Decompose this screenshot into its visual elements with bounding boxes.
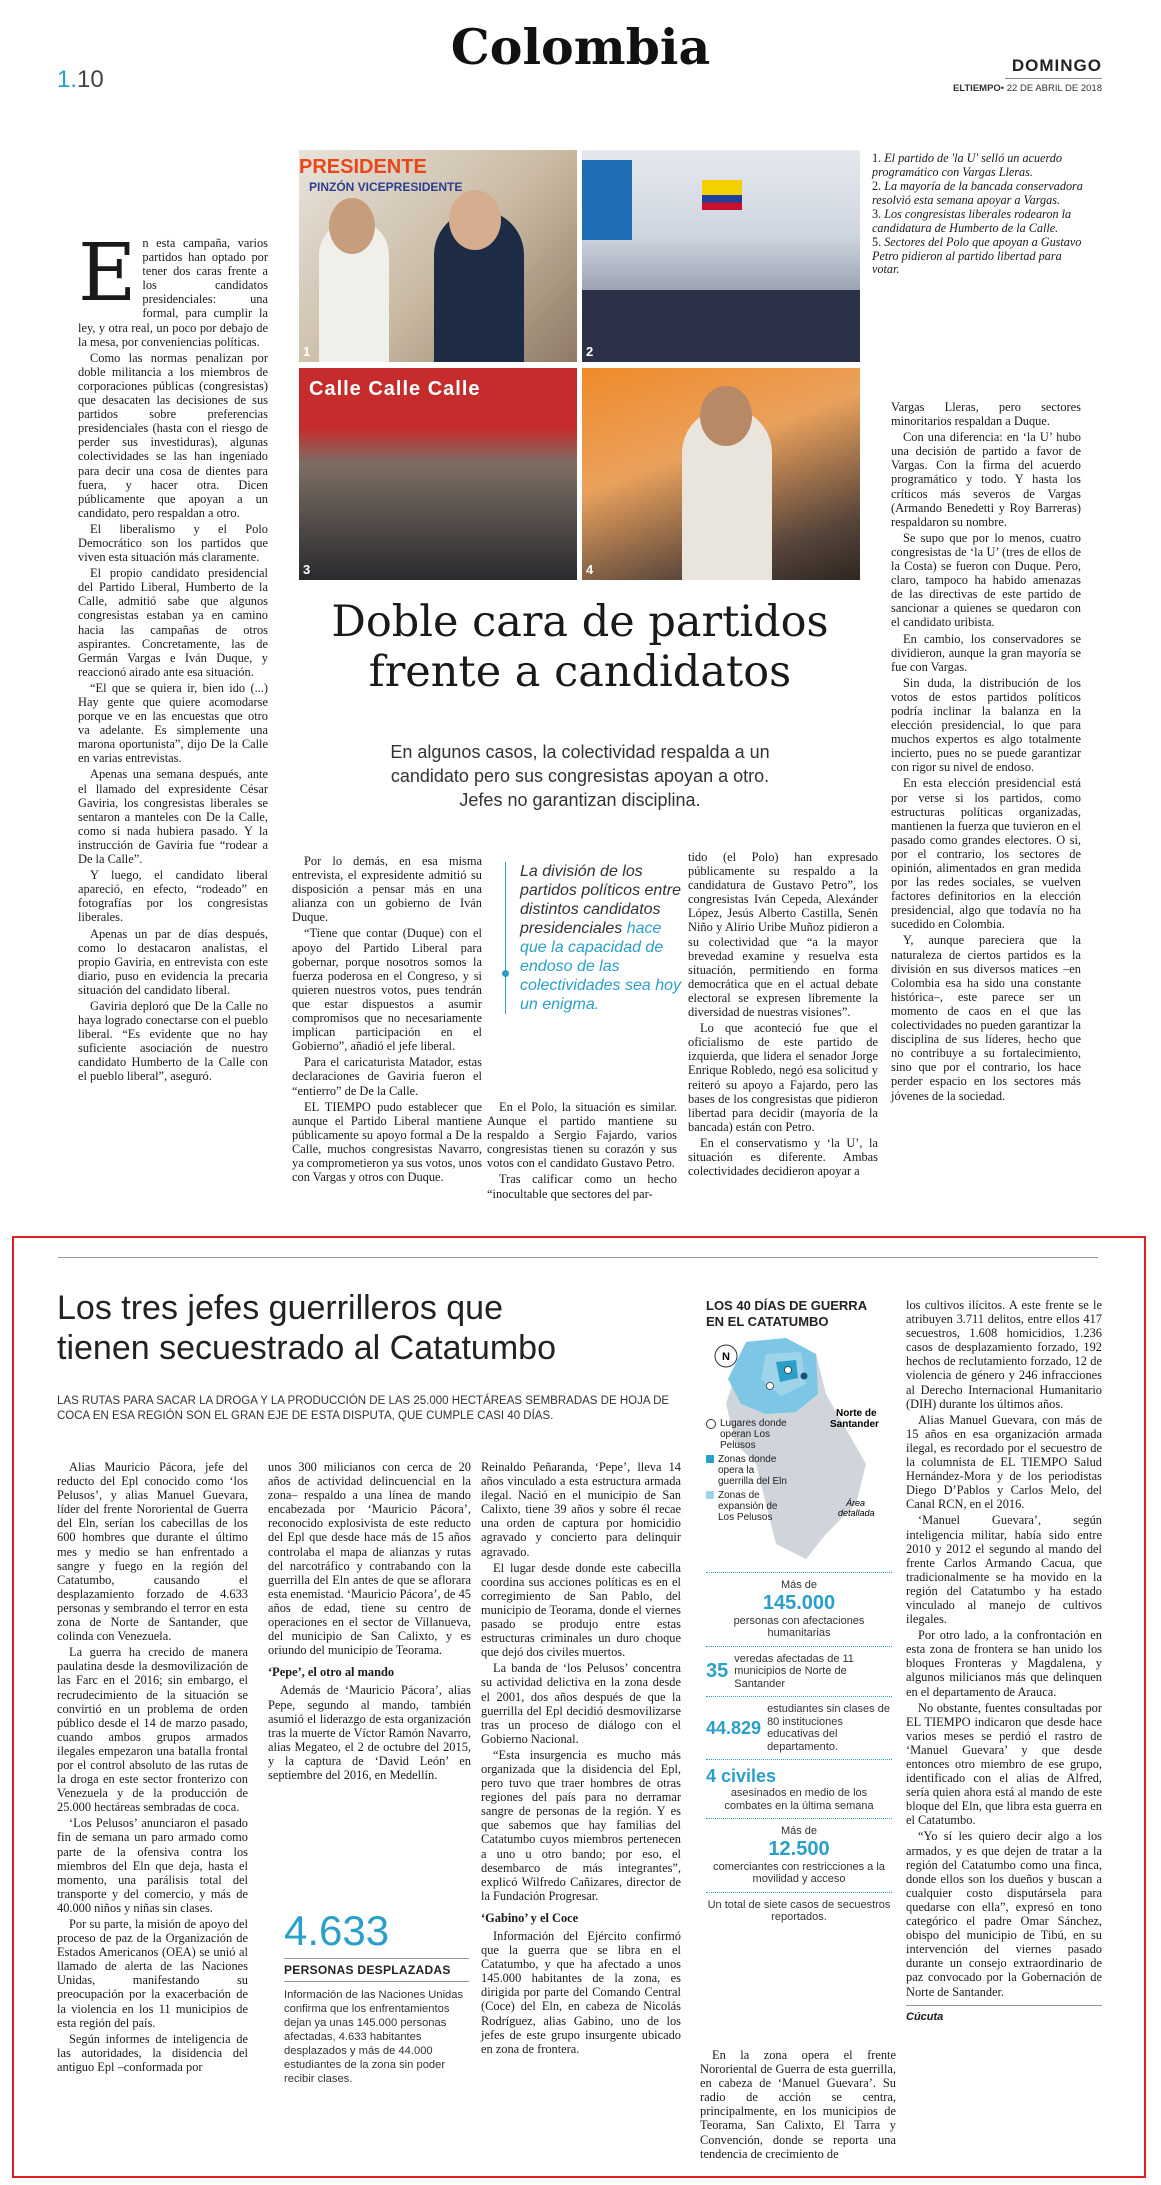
paragraph: En la zona opera el frente Nororiental de Guerra de esta guerrilla, en cabeza de ‘Manuel Guevara’. Su radio de acción se centra, principalmente, en los municipios de Teorama, San Calixto, El Tarra y Convención, donde se reporta una tendencia de crecimiento de <box>700 2048 896 2161</box>
caption-number: 1. <box>872 151 882 165</box>
bottom-headline <box>57 1288 657 1368</box>
bottom-deck: LAS RUTAS PARA SACAR LA DROGA Y LA PRODUCCIÓN DE LAS 25.000 HECTÁREAS SEMBRADAS DE HOJA DE COCA EN ESA REGIÓN SON EL GRAN EJE DE ESTA DISPUTA, QUE CUMPLE CASI 40 DÍAS. <box>57 1395 670 1422</box>
photo-3-banner: Calle Calle Calle <box>309 378 481 400</box>
legend-swatch <box>706 1455 714 1463</box>
photo-3 <box>299 368 577 580</box>
caption-item <box>872 180 1092 207</box>
section-title: Colombia <box>450 18 711 76</box>
stat-item <box>706 1759 892 1818</box>
paragraph: En el conservatismo y ‘la U’, la situación es diferente. Ambas colectividades decidieron apoyar a <box>688 1135 878 1179</box>
stat-number: 4 civiles <box>706 1766 777 1786</box>
stat-item <box>706 1696 892 1759</box>
caption-number: 3. <box>872 207 882 221</box>
map-title-line: EN EL CATATUMBO <box>706 1314 829 1329</box>
stat-text: comerciantes con restricciones a la movilidad y acceso <box>713 1860 885 1885</box>
pull-quote-text: La división de los partidos políticos entre distintos candidatos presidenciales <box>520 863 681 937</box>
person-face <box>700 386 752 446</box>
paragraph: Según informes de inteligencia de las autoridades, la disidencia del antiguo Epl –conformada por <box>57 2031 248 2074</box>
page-number-prefix: 1. <box>57 66 78 93</box>
headline-line: Doble cara de partidos <box>331 597 829 647</box>
subhead: ‘Gabino’ y el Coce <box>481 1910 579 1925</box>
paper-name: ELTIEMPO <box>952 83 1001 94</box>
paragraph: Por otro lado, a la confrontación en esta zona de frontera se han unido los bloques Fronteras y Magdalena, y algunos milicianos más que delinquen en el departamento de Arauca. <box>906 1628 1102 1699</box>
bottom-column-3 <box>481 1460 681 2058</box>
photo-captions <box>872 152 1092 278</box>
bottom-column-5 <box>906 1298 1102 2024</box>
paragraph: Por su parte, la misión de apoyo del proceso de paz de la Organización de Estados Americanos (OEA) se unió al llamado de alerta de las Naciones Unidas, manifestando su preocupación por la exacerbación de la violencia en los 11 municipios de esta región del país. <box>57 1917 248 2030</box>
paragraph: Además de ‘Mauricio Pácora’, alias Pepe, segundo al mando, también asumió el liderazgo de esta organización tras la muerte de Víctor Ramón Navarro, alias Megateo, el 2 de octubre del 2015, y la captura de ‘David León’ en septiembre del 2016, en Medellín. <box>268 1683 471 1782</box>
legend-item <box>706 1490 792 1523</box>
paragraph: Y luego, el candidato liberal apareció, en efecto, “rodeado” en fotografías por los congresistas liberales. <box>78 868 268 925</box>
top-column-1 <box>78 226 268 1086</box>
photo-1-banner: PRESIDENTE <box>299 156 427 178</box>
headline-line: Los tres jefes guerrilleros que <box>57 1289 504 1327</box>
top-column-5 <box>891 400 1081 1105</box>
bottom-top-rule <box>58 1257 1098 1258</box>
region-label: Santander <box>830 1419 879 1430</box>
legend-item <box>706 1454 792 1487</box>
paragraph: Como las normas penalizan por doble militancia a los miembros de corporaciones públicas (congresistas) que desacaten las decisiones de sus partidos sobre preferencias presidenciales (hasta con el riesgo de perder sus investiduras), algunas colectividades se las han ingeniado para decir una cosa de dientes para fuera, y hacer otra. Dicen públicamente que apoyan a un candidato, pero respaldan a otro. <box>78 350 268 520</box>
paragraph: Alias Mauricio Pácora, jefe del reducto del Epl conocido como ‘los Pelusos’, y alias Manuel Guevara, líder del frente Nororiental de Guerra del Eln, serían los cabecillas de los 600 hombres que durante el último mes y medio se han enfrentado a sangre y fuego en la región del Catatumbo, causando el desplazamiento forzado de 4.633 personas y sembrando el terror en esta zona de Norte de Santander, que colinda con Venezuela. <box>57 1460 248 1644</box>
photo-1-subbanner: PINZÓN VICEPRESIDENTE <box>309 180 463 194</box>
caption-text: Los congresistas liberales rodearon la candidatura de Humberto de la Calle. <box>872 207 1072 235</box>
byline: Cúcuta <box>906 2005 1102 2024</box>
deck-line: candidato pero sus congresistas apoyan a otro. <box>390 766 770 786</box>
paragraph: “Yo sí les quiero decir algo a los armados, y es que dejen de tratar a la región del Catatumbo como una finca, donde ellos son los dueños y buscan a cualquier costo disputársela para quedarse con ella”, expresó en tono categórico el padre Omar Sánchez, obispo del municipio de Tibú, en su intervención del viernes pasado durante un consejo extraordinario de paz convocado por la Gobernación de Norte de Santander. <box>906 1829 1102 1999</box>
paragraph: Apenas una semana después, ante el llamado del expresidente César Gaviria, los congresistas liberales se sentaron a manteles con De la Calle, como si nada hubiera pasado. Y la instrucción de Gaviria fue “rodear a De la Calle”. <box>78 767 268 867</box>
bottom-column-2 <box>268 1460 471 1784</box>
top-headline <box>290 597 870 697</box>
paragraph: Reinaldo Peñaranda, ‘Pepe’, lleva 14 años vinculado a esta estructura armada ilegal. Nació en el municipio de San Calixto, tiene 39 años y sobre él recae una orden de captura por homicidio agravado y concierto para delinquir agravado. <box>481 1460 681 1559</box>
stat-item <box>706 1892 892 1930</box>
paragraph: Con una diferencia: en ‘la U’ hubo una decisión de partido a favor de Vargas. Con la firma del acuerdo programático y todo. Y hasta los críticos más severos de Vargas (Armando Benedetti y Roy Barreras) respaldaron su nombre. <box>891 430 1081 529</box>
paragraph: unos 300 milicianos con cerca de 20 años de actividad delincuencial en la zona– respaldo a una línea de mando encabezada por ‘Mauricio Pácora’, reconocido explosivista de este reducto del Epl que desde hace más de 15 años controlaba el mapa de alianzas y rutas del narcotráfico y contrabando con la guerrilla del Eln antes de que se aflorara esta enemistad. ‘Mauricio Pácora’, de 45 años de edad, tiene su centro de operaciones en el sector de Villanueva, del municipio de San Calixto, y es oriundo del municipio de Teorama. <box>268 1460 471 1658</box>
pull-quote-highlight: hace que la capacidad de endoso de las colectividades sea hoy un enigma. <box>520 920 681 1013</box>
header-rule <box>1005 78 1102 79</box>
paragraph: En el Polo, la situación es similar. Aunque el partido mantiene su respaldo a Sergio Fajardo, varios congresistas tienen su corazón y sus votos con el candidato Gustavo Petro. <box>487 1100 677 1171</box>
stat-item <box>706 1818 892 1892</box>
stat-number: 12.500 <box>768 1837 830 1860</box>
paragraph: “Esta insurgencia es mucho más organizada que la disidencia del Epl, pero tuvo que traer hombres de otras regiones del país para no derramar sangre de personas de la región. Y es que sabemos que hay familias del Catatumbo cuyos miembros pertenecen a uno u otro bando; por eso, el desembarco de más integrantes”, explicó Wilfredo Cañizares, director de la Fundación Progresar. <box>481 1747 681 1903</box>
deck-line: Jefes no garantizan disciplina. <box>459 790 701 810</box>
headline-line: frente a candidatos <box>368 647 792 697</box>
paragraph: los cultivos ilícitos. A este frente se le atribuyen 3.711 delitos, entre ellos 417 secuestros, 1.608 homicidios, 1.236 casos de desplazamiento forzado, 192 hechos de reclutamiento forzado, 12 de violencia de género y 246 infracciones al Derecho Internacional Humanitario (DIH) durante los últimos años. <box>906 1298 1102 1411</box>
stat-number: 44.829 <box>706 1717 762 1738</box>
stat-prefix: Más de <box>780 1825 818 1837</box>
stat-item <box>706 1646 892 1697</box>
map-legend <box>706 1418 792 1526</box>
day-label: DOMINGO <box>1011 56 1102 75</box>
caption-item <box>872 236 1092 277</box>
stat-text: veredas afectadas de 11 municipios de Norte de Santander <box>734 1652 854 1690</box>
stat-text: asesinados en medio de los combates en la última semana <box>724 1787 874 1812</box>
person-face <box>449 190 501 250</box>
photo-number: 2 <box>586 344 594 359</box>
legend-swatch <box>706 1419 716 1429</box>
stat-number: 145.000 <box>762 1591 836 1614</box>
legend-label: Zonas donde opera la guerrilla del Eln <box>718 1454 787 1487</box>
bottom-column-4 <box>700 2048 896 2163</box>
caption-text: La mayoría de la bancada conservadora resolvió esta semana apoyar a Vargas. <box>872 179 1083 207</box>
photo-4 <box>582 368 860 580</box>
person-face <box>329 198 375 254</box>
page-number-value: 10 <box>77 66 104 93</box>
banner-blue <box>582 160 632 240</box>
region-label: Norte de <box>836 1408 877 1419</box>
stat-number: 35 <box>706 1659 729 1682</box>
legend-swatch <box>706 1491 714 1499</box>
paragraph: “Tiene que contar (Duque) con el apoyo del Partido Liberal para gobernar, porque nosotros somos la fuerza poderosa en el Congreso, y si quieren nuestros votos, pues tendrán que estar dispuestos a asumir compromisos que no necesariamente implican participación en el Gobierno”, añadió el jefe liberal. <box>292 926 482 1054</box>
factbox-label: PERSONAS DESPLAZADAS <box>284 1958 469 1982</box>
paragraph: Alias Manuel Guevara, con más de 15 años en esa organización armada ilegal, es recordado por el secuestro de la columnista de EL TIEMPO Salud Hernández-Mora y de los periodistas Diego D’Pablos y Carlos Melo, del Canal RCN, en el 2016. <box>906 1412 1102 1512</box>
factbox-number: 4.633 <box>284 1907 390 1954</box>
paragraph: Y, aunque pareciera que la naturaleza de ciertos partidos es la división en sus diversos matices –en Colombia esa ha sido una constante histórica–, este parece ser un momento de caos en el que las colectividades no pueden garantizar la disciplina de sus líderes, hecho que no contribuye a su fortalecimiento, sino que por el contrario, los hace perder espacio en los sectores más jóvenes de la sociedad. <box>891 933 1081 1103</box>
paragraph: Para el caricaturista Matador, estas declaraciones de Gaviria fueron el “entierro” de De la Calle. <box>292 1055 482 1098</box>
photo-1 <box>299 150 577 362</box>
paragraph: Gaviria deploró que De la Calle no haya logrado conectarse con el pueblo liberal. “Es evidente que no hay suficiente asociación de nuestro candidato Humberto de la Calle con el pueblo liberal”, aseguró. <box>78 998 268 1084</box>
paragraph: No obstante, fuentes consultadas por EL TIEMPO indicaron que desde hace varios meses se perdió el rastro de ‘Manuel Guevara’ y que desde entonces otro miembro de ese grupo, identificado con el alias de Alfred, sería quien ahora está al mando de este bloque del Eln, que libra esta guerra en el Catatumbo. <box>906 1700 1102 1828</box>
paragraph: El liberalismo y el Polo Democrático son los partidos que viven esta situación más claramente. <box>78 521 268 565</box>
legend-label: Zonas de expansión de Los Pelusos <box>718 1490 778 1523</box>
paragraph: Tras calificar como un hecho “inocultable que sectores del par- <box>487 1172 677 1201</box>
headline-line: tienen secuestrado al Catatumbo <box>57 1329 556 1367</box>
caption-item <box>872 152 1092 179</box>
stat-prefix: Más de <box>780 1579 818 1591</box>
paragraph: En esta elección presidencial está por verse si los partidos, como estructuras políticas organizadas, mantienen la fuerza que tuvieron en el pasado como grandes electores. O si, por el contrario, los sectores de opinión, alimentados en gran medida por las redes sociales, se vuelven factores definitorios en la elección presidencial, algo que todavía no ha sucedido en Colombia. <box>891 776 1081 932</box>
paragraph: Información del Ejército confirmó que la guerra que se libra en el Catatumbo, y que ha afectado a unos 145.000 habitantes de la zona, es dirigida por parte del Comando Central (Coce) del Eln, en cabeza de Nicolás Rodríguez, alias Gabino, uno de los jefes de este grupo insurgente ubicado en zona de frontera. <box>481 1929 681 2056</box>
legend-label: Lugares donde operan Los Pelusos <box>720 1418 787 1451</box>
paragraph: Se supo que por lo menos, cuatro congresistas de ‘la U’ (tres de ellos de la Costa) se fueron con Duque. Pero, claro, tampoco ha habido amenazas de las directivas de este partido de sancionar a quienes se quedaron con el candidato uribista. <box>891 530 1081 630</box>
stat-text: personas con afectaciones humanitarias <box>733 1614 865 1639</box>
paragraph: tido (el Polo) han expresado públicamente su respaldo a la candidatura de Gustavo Petro”, los congresistas Iván Cepeda, Alexánder López, Jesús Alberto Castilla, Senén Niño y Alirio Uribe Muñoz pidieron a su colectividad que “a la mayor brevedad examine y resuelva esta situación, permitiendo en forma democrática que en el actual debate electoral se expresen libremente la diversidad de nuestras visiones”. <box>688 850 878 1020</box>
photo-2 <box>582 150 860 362</box>
photo-number: 3 <box>303 562 311 577</box>
paragraph: Lo que aconteció fue que el oficialismo de este partido de izquierda, que lidera el senador Jorge Enrique Robledo, negó esa solicitud y reiteró su apoyo a Fajardo, pero las bases de los congresistas que pidieron libertad para decidir (mayoría de la bancada) están con Petro. <box>688 1021 878 1134</box>
flag <box>702 180 742 210</box>
paragraph: Vargas Lleras, pero sectores minoritarios respaldan a Duque. <box>891 400 1081 429</box>
detail-label: Área <box>846 1498 866 1508</box>
eln-location-dot <box>801 1373 808 1380</box>
map-title <box>706 1298 892 1330</box>
pelusos-location-dot <box>785 1367 792 1374</box>
paragraph: Sin duda, la distribución de los votos de estos partidos políticos podría inclinar la balanza en la elección presidencial, lo que para muchos expertos es algo totalmente incierto, pues no se puede garantizar con rigor su nivel de endoso. <box>891 675 1081 775</box>
paragraph: El lugar desde donde este cabecilla coordina sus acciones políticas es en el corregimiento de San Pablo, del municipio de Teorama, donde el viernes pasado se produjo entre estas estructuras criminales un duro choque que dejó dos civiles muertos. <box>481 1560 681 1660</box>
pelusos-location-dot <box>767 1383 774 1390</box>
paragraph: La banda de ‘los Pelusos’ concentra su actividad delictiva en la zona desde el 2001, dos años después de que la guerrilla del Epl decidió desmovilizarse tras un proceso de diálogo con el Gobierno Nacional. <box>481 1661 681 1746</box>
pull-quote <box>505 862 690 1014</box>
factbox-text: Información de las Naciones Unidas confirma que los enfrentamientos dejan ya unas 145.000 personas afectadas, 4.633 habitantes desplazados y más de 44.000 estudiantes de la zona sin poder recibir clases. <box>284 1989 464 2085</box>
stat-text: estudiantes sin clases de 80 instituciones educativas del departamento. <box>767 1703 890 1753</box>
caption-text: Sectores del Polo que apoyan a Gustavo Petro pidieron al partido libertad para votar. <box>872 235 1082 276</box>
top-deck <box>300 740 860 812</box>
top-column-2 <box>292 854 482 1186</box>
paragraph: “El que se quiera ir, bien ido (...) Hay gente que quiere acomodarse porque ve en las encuestas que otro va adelante. Es simplemente una marona oportunista”, dijo De la Calle en varias entrevistas. <box>78 680 268 766</box>
factbox <box>284 1908 469 2086</box>
paragraph: En cambio, los conservadores se dividieron, aunque la gran mayoría se fue con Vargas. <box>891 631 1081 674</box>
map-infographic <box>706 1298 892 1930</box>
paragraph: EL TIEMPO pudo establecer que aunque el Partido Liberal mantiene públicamente su apoyo formal a De la Calle, muchos congresistas Navarro, ya comprometieron ya sus votos, unos con Vargas y otros con Duque. <box>292 1099 482 1185</box>
deck-line: En algunos casos, la colectividad respalda a un <box>390 742 770 762</box>
legend-item <box>706 1418 792 1451</box>
detail-label: detallada <box>838 1508 875 1518</box>
pull-quote-dot <box>502 970 509 977</box>
paragraph: ‘Manuel Guevara’, según inteligencia militar, había sido entre 2010 y 2012 el segundo al mando del frente Carlos Armando Cacua, que tradicionalmente se ha movido en la región del Catatumbo y ha estado vinculado al manejo de cultivos ilegales. <box>906 1513 1102 1627</box>
paragraph: ‘Los Pelusos’ anunciaron el pasado fin de semana un paro armado como parte de la ofensiva contra los miembros del Eln que deja, hasta el momento, una parálisis total del transporte y del comercio, y más de 40.000 niños y niñas sin clases. <box>57 1816 248 1915</box>
top-column-3 <box>487 1100 677 1203</box>
caption-text: El partido de 'la U' selló un acuerdo programático con Vargas Lleras. <box>872 151 1062 179</box>
paragraph: Apenas un par de días después, como lo destacaron analistas, el propio Gaviria, en entrevista con este diario, puso en evidencia la precaria situación del candidato liberal. <box>78 926 268 997</box>
stats-list <box>706 1572 892 1930</box>
caption-number: 2. <box>872 179 882 193</box>
caption-item <box>872 208 1092 235</box>
north-label: N <box>722 1351 730 1363</box>
drop-cap: E <box>78 226 137 319</box>
photo-number: 1 <box>303 344 311 359</box>
subhead: ‘Pepe’, el otro al mando <box>268 1665 395 1680</box>
dateline <box>953 83 1102 94</box>
paragraph: La guerra ha crecido de manera paulatina desde la desmovilización de las Farc en el 2016; sin embargo, el recrudecimiento de la situación se convirtió en un problema de orden público desde el 14 de marzo pasado, cuando ambos grupos armados ilegales empezaron una batalla frontal por el control absoluto de las rutas de la droga en este sector fronterizo con Venezuela y de la producción de 25.000 hectáreas sembradas de coca. <box>57 1645 248 1815</box>
paragraph: Por lo demás, en esa misma entrevista, el expresidente admitió su disposición a pensar más en una alianza con un gobierno de Iván Duque. <box>292 854 482 925</box>
bottom-column-1 <box>57 1460 248 2076</box>
paragraph: El propio candidato presidencial del Partido Liberal, Humberto de la Calle, admitió sabe que algunos congresistas estaban ya en camino hacia las campañas de otros aspirantes. Concretamente, las de Germán Vargas e Iván Duque, y reaccionó airado ante esa situación. <box>78 566 268 679</box>
caption-number: 5. <box>872 235 882 249</box>
lead-paragraph: n esta campaña, varios partidos han optado por tener dos caras frente a los candidatos presidenciales: una formal, para cumplir la ley, y otra real, un poco por debajo de la mesa, por conveniencias políticas. <box>78 236 268 349</box>
stat-text: Un total de siete casos de secuestros reportados. <box>707 1898 891 1923</box>
table <box>582 290 860 362</box>
photo-number: 4 <box>586 562 594 577</box>
map-title-line: LOS 40 DÍAS DE GUERRA <box>706 1298 868 1313</box>
date-text: • 22 DE ABRIL DE 2018 <box>1000 83 1102 94</box>
stat-item <box>706 1572 892 1646</box>
top-column-4 <box>688 850 878 1180</box>
